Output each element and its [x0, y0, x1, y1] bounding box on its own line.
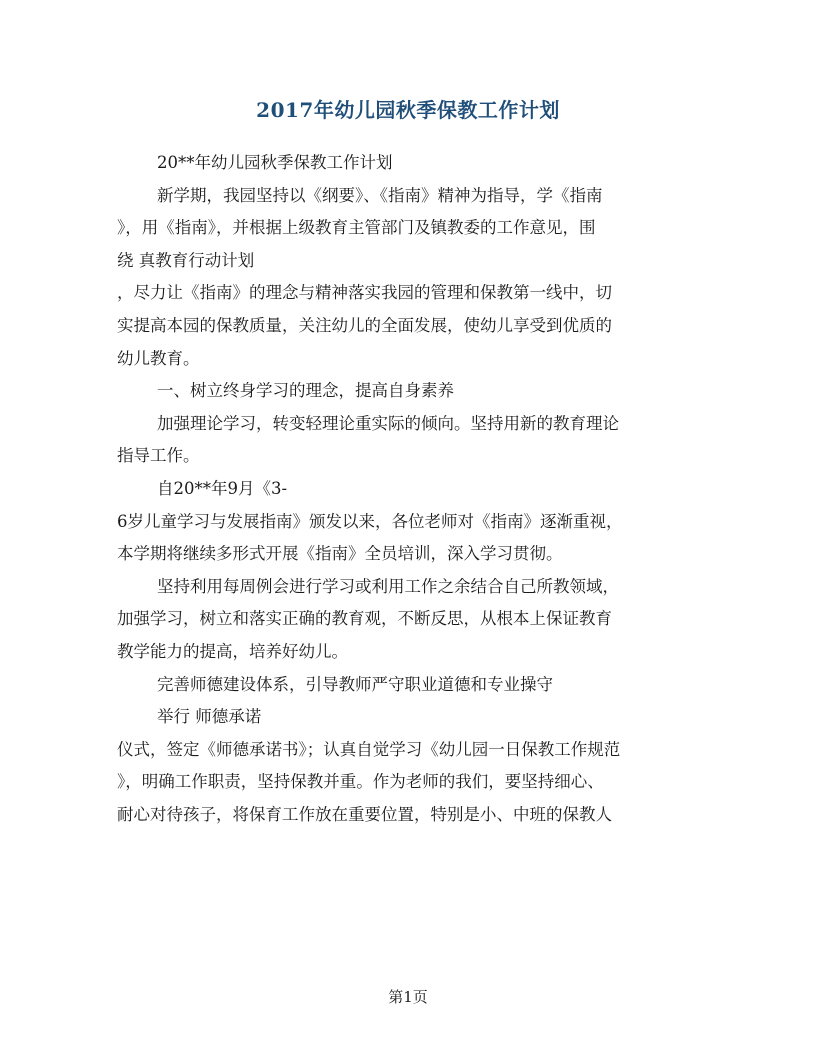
text-line: 本学期将继续多形式开展《指南》全员培训，深入学习贯彻。 [117, 544, 563, 564]
text-line: 指导工作。 [117, 446, 200, 466]
text-line: 完善师德建设体系，引导教师严守职业道德和专业操守 [157, 674, 553, 694]
document-title: 2017年幼儿园秋季保教工作计划 [256, 98, 560, 122]
text-line: 自20**年9月《3- [157, 478, 288, 498]
text-line: 耐心对待孩子，将保育工作放在重要位置，特别是小、中班的保教人 [117, 804, 612, 824]
text-line: 》，用《指南》，并根据上级教育主管部门及镇教委的工作意见，围 [117, 218, 596, 238]
page-number: 第1页 [388, 988, 428, 1006]
text-line: 教学能力的提高，培养好幼儿。 [117, 641, 348, 661]
text-line: 20**年幼儿园秋季保教工作计划 [157, 153, 393, 172]
text-line: 幼儿教育。 [117, 348, 200, 368]
text-line: 一、树立终身学习的理念，提高自身素养 [157, 381, 454, 401]
text-line: 仪式，签定《师德承诺书》；认真自觉学习《幼儿园一日保教工作规范 [117, 739, 621, 759]
text-line: 新学期，我园坚持以《纲要》、《指南》精神为指导，学《指南 [157, 185, 603, 205]
text-line: 6岁儿童学习与发展指南》颁发以来，各位老师对《指南》逐渐重视， [117, 511, 623, 531]
text-line: 实提高本园的保教质量，关注幼儿的全面发展，使幼儿享受到优质的 [117, 315, 612, 335]
text-line: ，尽力让《指南》的理念与精神落实我园的管理和保教第一线中，切 [117, 283, 612, 303]
text-line: 绕 真教育行动计划 [117, 250, 255, 270]
document-body [117, 147, 692, 831]
text-line: 坚持利用每周例会进行学习或利用工作之余结合自己所教领域， [157, 576, 619, 596]
text-line: 举行 师德承诺 [157, 707, 262, 727]
text-line: 》，明确工作职责，坚持保教并重。作为老师的我们，要坚持细心、 [117, 772, 604, 792]
text-line: 加强理论学习，转变轻理论重实际的倾向。坚持用新的教育理论 [157, 413, 619, 433]
text-line: 加强学习，树立和落实正确的教育观，不断反思，从根本上保证教育 [117, 609, 612, 629]
